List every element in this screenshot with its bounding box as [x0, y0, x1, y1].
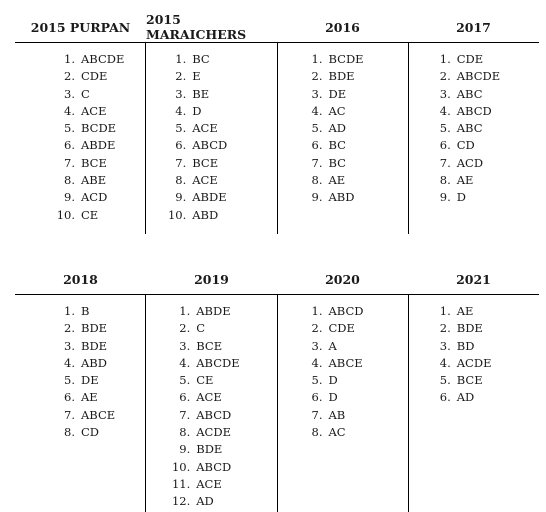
- item-answer: A: [328, 338, 337, 353]
- item-answer: BCDE: [81, 121, 117, 136]
- list-item: [429, 172, 500, 189]
- list-item: [164, 137, 227, 154]
- list-item: [168, 407, 239, 424]
- list-item: [429, 389, 492, 406]
- item-number: 6.: [179, 390, 191, 405]
- item-number: 1.: [311, 304, 323, 318]
- item-answer: ABE: [81, 173, 107, 188]
- list-item: [53, 424, 115, 441]
- list-item: [53, 407, 115, 424]
- item-answer: ABCDE: [196, 355, 240, 370]
- item-answer: ACE: [196, 390, 222, 405]
- table-body: [15, 43, 539, 234]
- item-number: 6.: [311, 138, 323, 153]
- list-item: [53, 120, 124, 137]
- answer-column: [409, 43, 539, 234]
- column-title: 2020: [325, 271, 360, 287]
- list-item: [301, 120, 364, 137]
- list-item: [301, 407, 364, 424]
- item-number: 7.: [311, 407, 323, 422]
- list-item: [301, 155, 364, 172]
- column-title: 2017: [456, 19, 491, 35]
- list-item: [429, 137, 500, 154]
- item-number: 3.: [64, 338, 75, 353]
- list-item: [429, 51, 500, 68]
- item-number: 2.: [64, 69, 75, 84]
- item-number: 5.: [175, 121, 187, 136]
- item-answer: ABCDE: [456, 69, 501, 84]
- item-number: 9.: [64, 190, 75, 205]
- list-item: [301, 137, 364, 154]
- item-number: 3.: [64, 86, 75, 101]
- list-item: [53, 137, 124, 154]
- column-title: 2018: [63, 271, 98, 287]
- item-answer: BC: [328, 138, 346, 153]
- item-number: 2.: [179, 321, 191, 336]
- item-answer: ABCDE: [81, 52, 125, 66]
- item-number: 2.: [439, 69, 451, 84]
- answer-column: [15, 295, 146, 512]
- item-answer: ACD: [81, 190, 108, 205]
- item-answer: ABC: [456, 121, 483, 136]
- item-answer: CDE: [328, 321, 355, 336]
- list-item: [53, 189, 124, 206]
- item-answer: ACDE: [196, 425, 231, 440]
- column-title: 2019: [194, 271, 229, 287]
- list-item: [301, 303, 364, 320]
- list-item: [429, 155, 500, 172]
- item-answer: AB: [328, 407, 346, 422]
- item-number: 7.: [64, 155, 75, 170]
- list-item: [429, 120, 500, 137]
- item-number: 2.: [175, 69, 187, 84]
- list-item: [301, 103, 364, 120]
- list-item: [429, 372, 492, 389]
- answer-list: [53, 51, 124, 224]
- column-title: 2016: [325, 19, 360, 35]
- item-number: 5.: [64, 121, 75, 136]
- list-item: [429, 338, 492, 355]
- item-answer: E: [192, 69, 201, 84]
- item-number: 8.: [311, 425, 323, 440]
- list-item: [164, 68, 227, 85]
- item-answer: ACE: [81, 103, 107, 118]
- item-number: 7.: [179, 407, 191, 422]
- item-number: 1.: [311, 52, 323, 66]
- item-number: 9.: [311, 190, 323, 205]
- item-answer: ABC: [456, 86, 483, 101]
- list-item: [301, 320, 364, 337]
- item-answer: AC: [328, 425, 346, 440]
- item-answer: ACE: [192, 173, 218, 188]
- item-answer: BD: [456, 338, 475, 353]
- list-item: [164, 86, 227, 103]
- item-answer: BDE: [81, 338, 108, 353]
- answers-table-bottom: [15, 264, 539, 512]
- list-item: [53, 372, 115, 389]
- item-number: 9.: [175, 190, 187, 205]
- answer-list: [429, 303, 492, 407]
- list-item: [168, 303, 239, 320]
- list-item: [164, 51, 227, 68]
- list-item: [164, 172, 227, 189]
- item-answer: ABCD: [328, 304, 364, 318]
- list-item: [168, 441, 239, 458]
- item-answer: AE: [456, 173, 474, 188]
- answer-column: [146, 295, 277, 512]
- item-number: 2.: [311, 321, 323, 336]
- item-number: 4.: [311, 103, 323, 118]
- item-answer: C: [81, 86, 90, 101]
- answer-list: [301, 303, 364, 441]
- item-number: 4.: [179, 355, 191, 370]
- item-number: 7.: [311, 155, 323, 170]
- column-title: 2015 MARAICHERS: [146, 12, 247, 42]
- list-item: [168, 338, 239, 355]
- item-number: 7.: [64, 407, 75, 422]
- item-answer: ABDE: [81, 138, 116, 153]
- item-answer: ABCD: [456, 103, 492, 118]
- item-answer: ABCE: [328, 355, 363, 370]
- list-item: [53, 172, 124, 189]
- item-number: 8.: [439, 173, 451, 188]
- list-item: [429, 320, 492, 337]
- list-item: [429, 68, 500, 85]
- list-item: [53, 389, 115, 406]
- list-item: [53, 51, 124, 68]
- list-item: [429, 189, 500, 206]
- item-answer: D: [456, 190, 466, 205]
- item-number: 8.: [311, 173, 323, 188]
- column-title: 2015 PURPAN: [30, 19, 131, 35]
- item-answer: ABD: [328, 190, 355, 205]
- item-number: 6.: [64, 138, 75, 153]
- list-item: [301, 389, 364, 406]
- item-number: 8.: [64, 425, 75, 440]
- item-number: 6.: [439, 138, 451, 153]
- list-item: [53, 338, 115, 355]
- item-number: 4.: [311, 355, 323, 370]
- item-number: 10.: [56, 207, 75, 222]
- list-item: [164, 207, 227, 224]
- item-answer: BDE: [328, 69, 355, 84]
- item-number: 5.: [179, 373, 191, 388]
- item-answer: BCE: [196, 338, 223, 353]
- item-number: 8.: [179, 425, 191, 440]
- list-item: [168, 493, 239, 510]
- item-answer: AD: [328, 121, 347, 136]
- item-number: 3.: [179, 338, 191, 353]
- column-title: 2021: [456, 271, 491, 287]
- answer-list: [53, 303, 115, 441]
- item-number: 8.: [175, 173, 187, 188]
- list-item: [301, 68, 364, 85]
- item-answer: BCDE: [328, 52, 364, 66]
- item-answer: BCE: [192, 155, 219, 170]
- item-number: 1.: [179, 304, 191, 318]
- list-item: [168, 355, 239, 372]
- item-number: 5.: [64, 373, 75, 388]
- answer-list: [164, 51, 227, 224]
- list-item: [301, 372, 364, 389]
- item-number: 11.: [171, 476, 191, 491]
- table-header-row: [15, 12, 539, 43]
- answer-column: [278, 43, 409, 234]
- list-item: [168, 372, 239, 389]
- item-number: 6.: [64, 390, 75, 405]
- answer-list: [168, 303, 239, 511]
- list-item: [429, 86, 500, 103]
- item-number: 2.: [64, 321, 75, 336]
- item-number: 7.: [175, 155, 187, 170]
- answers-table-top: [15, 12, 539, 234]
- answer-list: [301, 51, 364, 207]
- list-item: [301, 338, 364, 355]
- list-item: [164, 103, 227, 120]
- item-number: 10.: [171, 459, 191, 474]
- list-item: [168, 320, 239, 337]
- list-item: [53, 207, 124, 224]
- list-item: [429, 303, 492, 320]
- item-answer: CDE: [81, 69, 108, 84]
- item-number: 4.: [64, 355, 75, 370]
- item-number: 12.: [171, 494, 191, 509]
- item-answer: ABD: [192, 207, 219, 222]
- list-item: [429, 355, 492, 372]
- list-item: [301, 189, 364, 206]
- item-answer: ABDE: [196, 304, 231, 318]
- item-number: 2.: [311, 69, 323, 84]
- item-answer: BCE: [81, 155, 107, 170]
- list-item: [53, 303, 115, 320]
- item-number: 5.: [439, 121, 451, 136]
- table-header-row: [15, 264, 539, 295]
- item-answer: BCE: [456, 373, 483, 388]
- item-answer: C: [196, 321, 206, 336]
- item-number: 3.: [439, 338, 451, 353]
- item-answer: ACD: [456, 155, 484, 170]
- item-answer: BE: [192, 86, 210, 101]
- item-answer: ABDE: [192, 190, 227, 205]
- answer-list: [429, 51, 500, 207]
- list-item: [53, 68, 124, 85]
- item-number: 4.: [439, 103, 451, 118]
- item-number: 5.: [439, 373, 451, 388]
- answer-column: [278, 295, 409, 512]
- item-number: 7.: [439, 155, 451, 170]
- table-body: [15, 295, 539, 512]
- item-number: 1.: [64, 304, 75, 318]
- item-answer: BDE: [81, 321, 108, 336]
- item-answer: BC: [192, 52, 210, 66]
- item-answer: AD: [456, 390, 475, 405]
- item-number: 3.: [175, 86, 187, 101]
- item-answer: ACE: [192, 121, 218, 136]
- item-number: 1.: [439, 304, 451, 318]
- item-answer: CD: [456, 138, 475, 153]
- item-answer: ACE: [196, 476, 222, 491]
- answer-column: [146, 43, 277, 234]
- item-answer: AD: [196, 494, 214, 509]
- item-answer: BDE: [196, 442, 223, 457]
- item-number: 9.: [179, 442, 191, 457]
- item-number: 4.: [64, 103, 75, 118]
- item-number: 4.: [439, 355, 451, 370]
- list-item: [53, 355, 115, 372]
- list-item: [53, 320, 115, 337]
- item-answer: BC: [328, 155, 346, 170]
- item-answer: D: [328, 390, 338, 405]
- item-answer: CD: [81, 425, 100, 440]
- item-answer: CE: [196, 373, 214, 388]
- item-answer: ABCE: [81, 407, 116, 422]
- item-answer: ABCD: [196, 459, 232, 474]
- item-number: 6.: [439, 390, 451, 405]
- item-number: 10.: [167, 207, 187, 222]
- item-number: 4.: [175, 103, 187, 118]
- list-item: [301, 51, 364, 68]
- item-answer: AE: [456, 304, 474, 318]
- item-number: 3.: [311, 86, 323, 101]
- list-item: [168, 389, 239, 406]
- item-number: 8.: [64, 173, 75, 188]
- item-answer: CE: [81, 207, 99, 222]
- list-item: [301, 424, 364, 441]
- item-answer: ABD: [81, 355, 107, 370]
- list-item: [301, 86, 364, 103]
- item-answer: ACDE: [456, 355, 492, 370]
- item-number: 5.: [311, 373, 323, 388]
- item-number: 3.: [439, 86, 451, 101]
- item-answer: ABCD: [196, 407, 232, 422]
- item-answer: BDE: [456, 321, 483, 336]
- item-number: 1.: [439, 52, 451, 66]
- list-item: [168, 424, 239, 441]
- item-answer: D: [328, 373, 338, 388]
- list-item: [301, 172, 364, 189]
- list-item: [301, 355, 364, 372]
- list-item: [164, 155, 227, 172]
- item-number: 6.: [311, 390, 323, 405]
- list-item: [168, 459, 239, 476]
- answer-column: [409, 295, 539, 512]
- item-number: 1.: [175, 52, 187, 66]
- item-answer: AE: [81, 390, 98, 405]
- item-number: 5.: [311, 121, 323, 136]
- item-answer: B: [81, 304, 90, 318]
- item-answer: ABCD: [192, 138, 228, 153]
- item-number: 1.: [64, 52, 75, 66]
- item-answer: AE: [328, 173, 346, 188]
- answer-column: [15, 43, 146, 234]
- item-number: 9.: [439, 190, 451, 205]
- list-item: [168, 476, 239, 493]
- list-item: [53, 155, 124, 172]
- item-number: 2.: [439, 321, 451, 336]
- list-item: [53, 103, 124, 120]
- list-item: [164, 120, 227, 137]
- list-item: [164, 189, 227, 206]
- list-item: [429, 103, 500, 120]
- item-answer: CDE: [456, 52, 484, 66]
- list-item: [53, 86, 124, 103]
- item-number: 6.: [175, 138, 187, 153]
- item-answer: AC: [328, 103, 346, 118]
- item-answer: DE: [328, 86, 347, 101]
- item-answer: D: [192, 103, 202, 118]
- item-answer: DE: [81, 373, 99, 388]
- item-number: 3.: [311, 338, 323, 353]
